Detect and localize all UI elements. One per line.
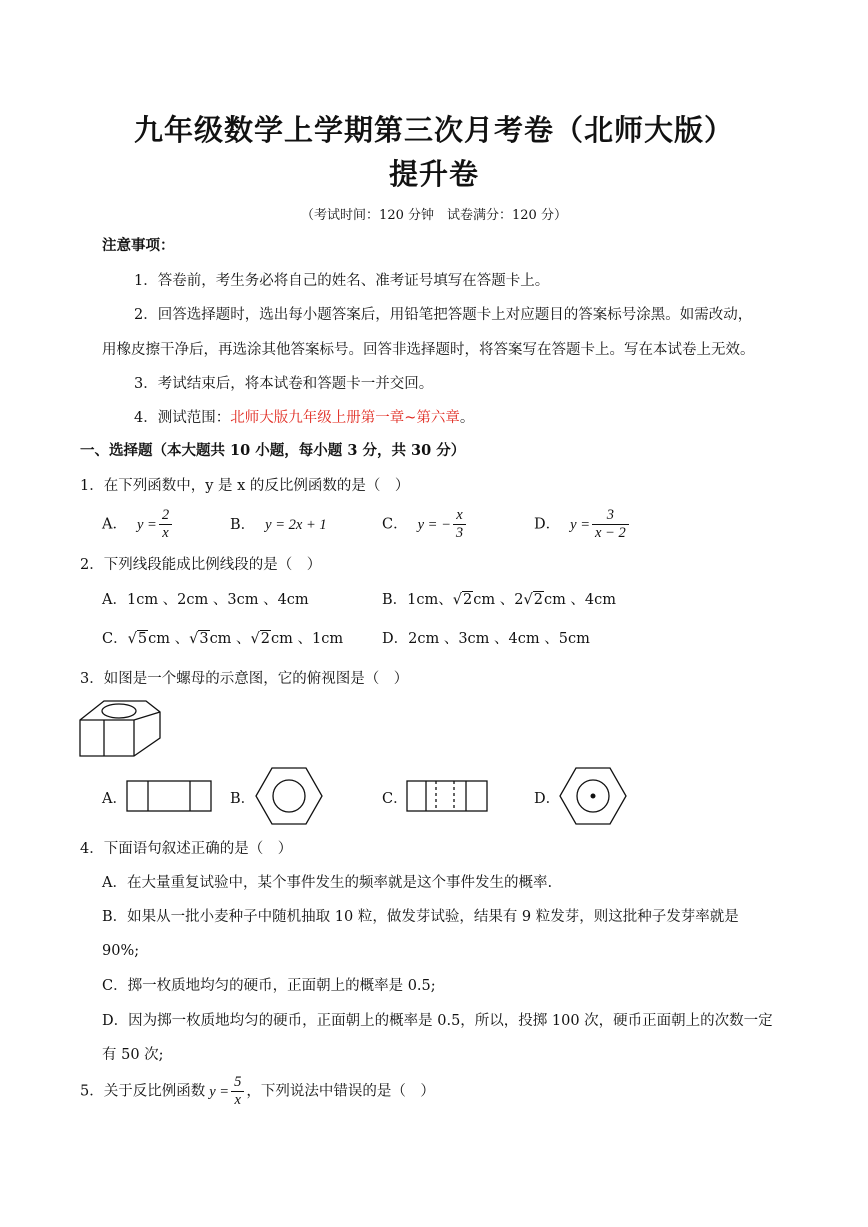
q3-option-b-figure bbox=[254, 766, 324, 826]
q3-option-d-label: D． bbox=[534, 791, 561, 807]
q2-option-b: B．1cm、√2cm 、2√2cm 、4cm bbox=[382, 592, 617, 608]
q2-option-a: A．1cm 、2cm 、3cm 、4cm bbox=[102, 592, 309, 608]
q1-option-a: A． y = $\frac{2}{x}$ bbox=[102, 507, 174, 542]
notice-heading: 注意事项： bbox=[102, 237, 175, 254]
q1-option-c: C． y = − $\frac{x}{3}$ bbox=[382, 507, 468, 542]
q4-option-a: A．在大量重复试验中，某个事件发生的频率就是这个事件发生的概率. bbox=[102, 875, 553, 891]
notice-item-2-line2: 用橡皮擦干净后，再选涂其他答案标号。回答非选择题时，将答案写在答题卡上。写在本试卷上无效。 bbox=[102, 342, 755, 358]
q3-option-b-label: B． bbox=[230, 791, 256, 807]
notice-item-3: 3．考试结束后，将本试卷和答题卡一并交回。 bbox=[134, 376, 434, 392]
q5-stem: 5．关于反比例函数 y = $\frac{5}{x}$ ，下列说法中错误的是（ ） bbox=[80, 1074, 435, 1108]
q4-option-c: C．掷一枚质地均匀的硬币，正面朝上的概率是 0.5; bbox=[102, 978, 436, 994]
exam-info: （考试时间：120 分钟 试卷满分：120 分） bbox=[301, 208, 567, 223]
title-line2: 提升卷 bbox=[388, 157, 479, 191]
q4-option-d-line2: 有 50 次; bbox=[102, 1047, 164, 1063]
q4-option-b-line2: 90%; bbox=[102, 943, 140, 959]
q1-stem: 1．在下列函数中，y 是 x 的反比例函数的是（ ） bbox=[80, 478, 410, 494]
q4-stem: 4．下面语句叙述正确的是（ ） bbox=[80, 841, 293, 857]
q4-option-d-line1: D．因为掷一枚质地均匀的硬币，正面朝上的概率是 0.5，所以，投掷 100 次，硬币正面朝上的次数一定 bbox=[102, 1013, 773, 1029]
title-line1: 九年级数学上学期第三次月考卷（北师大版） bbox=[133, 113, 734, 147]
q2-stem: 2．下列线段能成比例线段的是（ ） bbox=[80, 557, 322, 573]
notice-item-2-line1: 2．回答选择题时，选出每小题答案后，用铅笔把答题卡上对应题目的答案标号涂黑。如需改动， bbox=[134, 307, 753, 323]
test-range: 北师大版九年级上册第一章~第六章 bbox=[230, 410, 460, 426]
q3-option-c-label: C． bbox=[382, 791, 408, 807]
q2-option-c: C．√5cm 、√3cm 、√2cm 、1cm bbox=[102, 631, 344, 647]
notice-item-1: 1．答卷前，考生务必将自己的姓名、准考证号填写在答题卡上。 bbox=[134, 273, 550, 289]
notice-item-4-suffix: 。 bbox=[459, 410, 475, 426]
q3-option-a-label: A． bbox=[102, 791, 127, 807]
q1-option-d: D． y = $\frac{3}{x - 2}$ bbox=[534, 507, 631, 542]
q2-option-d: D．2cm 、3cm 、4cm 、5cm bbox=[382, 631, 590, 647]
q1-option-b: B． y = 2x + 1 bbox=[230, 517, 327, 533]
section-heading: 一、选择题（本大题共 10 小题，每小题 3 分，共 30 分） bbox=[80, 442, 466, 459]
q3-stem: 3．如图是一个螺母的示意图，它的俯视图是（ ） bbox=[80, 671, 409, 687]
q3-option-c-figure bbox=[406, 780, 490, 814]
notice-item-4 bbox=[134, 408, 474, 428]
q4-option-b-line1: B．如果从一批小麦种子中随机抽取 10 粒，做发芽试验，结果有 9 粒发芽，则这批种子发芽率就是 bbox=[102, 909, 739, 925]
q3-option-d-figure bbox=[558, 766, 628, 826]
notice-item-4-prefix: 4．测试范围： bbox=[134, 410, 231, 426]
q3-option-a-figure bbox=[126, 780, 214, 814]
nut-figure bbox=[74, 698, 166, 760]
